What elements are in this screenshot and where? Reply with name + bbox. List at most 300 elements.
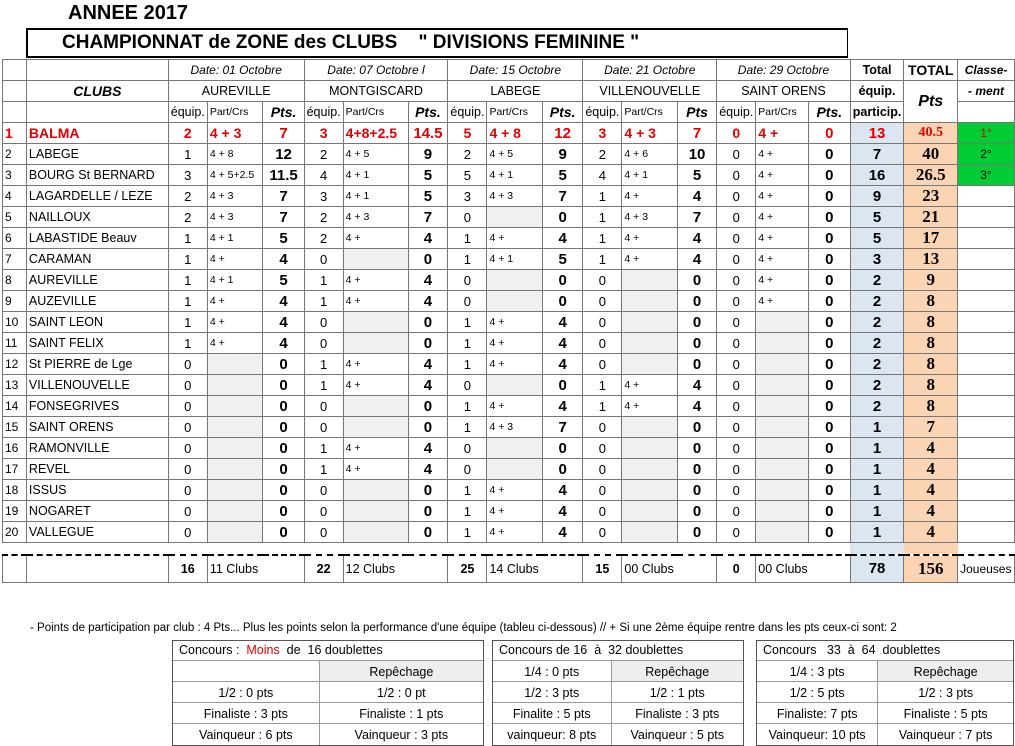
stage-points: 0 (808, 270, 850, 291)
stage-points: 4 (677, 396, 716, 417)
spacer-cell (958, 543, 1015, 555)
equip-col: équip. (717, 102, 756, 123)
rank-cell: 2 (3, 144, 27, 165)
stage-points: 4 (542, 312, 582, 333)
stage-points: 0 (677, 438, 716, 459)
stage-points: 0 (542, 291, 582, 312)
stage-equip-total: 25 (448, 555, 487, 583)
classement-cell (958, 354, 1015, 375)
part-crs: 4+8+2.5 (343, 123, 408, 144)
points-total: 23 (904, 186, 958, 207)
points-total: 8 (904, 291, 958, 312)
club-name: AUREVILLE (26, 270, 168, 291)
equip-count: 0 (448, 207, 487, 228)
points-total: 8 (904, 312, 958, 333)
points-total: 4 (904, 480, 958, 501)
rank-cell: 11 (3, 333, 27, 354)
stage-equip-total: 16 (168, 555, 207, 583)
rank-cell: 19 (3, 501, 27, 522)
part-crs: 4 + (756, 144, 809, 165)
part-crs: 4 + 1 (622, 165, 678, 186)
part-crs (487, 438, 543, 459)
spacer-cell (3, 543, 27, 555)
stage-points: 0 (677, 312, 716, 333)
part-crs (343, 249, 408, 270)
scoring-cell: Finaliste : 5 pts (877, 703, 1013, 724)
stage-points: 5 (677, 165, 716, 186)
spacer-cell (487, 543, 543, 555)
stage-clubs-count: 12 Clubs (343, 555, 448, 583)
stage-points: 5 (408, 165, 448, 186)
equip-col: équip. (583, 102, 622, 123)
equip-count: 0 (717, 480, 756, 501)
part-crs: 4 + 1 (487, 249, 543, 270)
pts-col: Pts. (542, 102, 582, 123)
stage-points: 0 (808, 207, 850, 228)
stage-date: Date: 29 Octobre (717, 60, 851, 81)
equip-count: 2 (448, 144, 487, 165)
equip-col: équip. (448, 102, 487, 123)
stage-points: 4 (542, 480, 582, 501)
part-crs: 4 + (622, 186, 678, 207)
stage-points: 0 (408, 501, 448, 522)
equip-count: 5 (448, 123, 487, 144)
equip-count: 0 (304, 417, 343, 438)
stage-date: Date: 07 Octobre l (304, 60, 448, 81)
table-row (3, 186, 1015, 207)
stage-points: 4 (542, 228, 582, 249)
part-crs (622, 438, 678, 459)
stage-points: 4 (542, 333, 582, 354)
part-crs (207, 480, 263, 501)
part-crs: 4 + (756, 186, 809, 207)
classement-cell (958, 438, 1015, 459)
classement-cell (958, 249, 1015, 270)
equip-total: 2 (850, 375, 904, 396)
scoring-cell: Vainqueur: 10 pts (768, 727, 866, 742)
part-crs: 4 + (487, 228, 543, 249)
part-crs: 4 + (343, 270, 408, 291)
table-row (3, 270, 1015, 291)
scoring-cell: vainqueur: 8 pts (507, 727, 597, 742)
scoring-row (757, 702, 1013, 724)
stage-points: 0 (263, 438, 304, 459)
club-name: SAINT FELIX (26, 333, 168, 354)
part-crs (756, 375, 809, 396)
stage-points: 0 (263, 522, 304, 543)
stage-points: 4 (408, 228, 448, 249)
club-name: VALLEGUE (26, 522, 168, 543)
part-crs: 4 + 5+2.5 (207, 165, 263, 186)
equip-count: 1 (448, 417, 487, 438)
pts-total-header: Pts (904, 81, 958, 123)
scoring-cell: Finaliste : 1 pts (319, 703, 483, 724)
stage-equip-total: 22 (304, 555, 343, 583)
scoring-cell: Vainqueur : 3 pts (319, 724, 483, 745)
part-crs: 4 + (343, 228, 408, 249)
equip-header: équip. (850, 81, 904, 102)
equip-count: 4 (583, 165, 622, 186)
stage-points: 0 (808, 522, 850, 543)
stage-points: 0 (263, 417, 304, 438)
part-crs (622, 459, 678, 480)
stage-clubs-count: 11 Clubs (207, 555, 304, 583)
equip-count: 0 (168, 480, 207, 501)
total2-header: TOTAL (904, 60, 958, 81)
equip-total: 1 (850, 522, 904, 543)
table-row (3, 459, 1015, 480)
table-row (3, 144, 1015, 165)
equip-count: 0 (717, 270, 756, 291)
stage-equip-total: 0 (717, 555, 756, 583)
club-name: BALMA (26, 123, 168, 144)
equip-total: 5 (850, 228, 904, 249)
stage-points: 4 (408, 375, 448, 396)
points-total: 8 (904, 354, 958, 375)
equip-count: 0 (304, 312, 343, 333)
equip-count: 0 (448, 459, 487, 480)
part-crs: 4 + 1 (487, 165, 543, 186)
rank-cell: 9 (3, 291, 27, 312)
stage-points: 10 (677, 144, 716, 165)
stage-place: MONTGISCARD (304, 81, 448, 102)
stage-points: 4 (408, 459, 448, 480)
stage-date: Date: 15 Octobre (448, 60, 583, 81)
stage-points: 5 (263, 228, 304, 249)
scoring-cell: Vainqueur : 5 pts (611, 724, 744, 745)
part-crs (622, 417, 678, 438)
part-crs (756, 354, 809, 375)
equip-total: 2 (850, 396, 904, 417)
part-crs: 4 + (756, 165, 809, 186)
club-name: LABEGE (26, 144, 168, 165)
scoring-title-text: Concours : (179, 643, 247, 657)
scoring-cell: Repêchage (611, 661, 744, 682)
rank-cell: 15 (3, 417, 27, 438)
spacer-cell (717, 543, 756, 555)
stage-points: 4 (542, 501, 582, 522)
stage-points: 4 (263, 291, 304, 312)
stage-points: 9 (542, 144, 582, 165)
equip-count: 1 (583, 375, 622, 396)
table-row (3, 228, 1015, 249)
spacer-cell (756, 543, 809, 555)
stage-clubs-count: 14 Clubs (487, 555, 583, 583)
part-crs (207, 375, 263, 396)
equip-count: 0 (717, 291, 756, 312)
equip-count: 0 (168, 522, 207, 543)
equip-count: 2 (583, 144, 622, 165)
equip-count: 0 (304, 396, 343, 417)
equip-count: 0 (717, 333, 756, 354)
equip-count: 1 (448, 522, 487, 543)
equip-count: 0 (717, 312, 756, 333)
stage-equip-total: 15 (583, 555, 622, 583)
equip-total: 1 (850, 501, 904, 522)
part-crs: 4 + 3 (207, 186, 263, 207)
spacer-row (3, 543, 1015, 555)
stage-points: 0 (408, 396, 448, 417)
scoring-row (757, 660, 1013, 682)
scoring-cell: 1/2 : 1 pts (611, 682, 744, 703)
stage-points: 0 (808, 354, 850, 375)
points-total: 26.5 (904, 165, 958, 186)
joueuses-label: Joueuses (958, 555, 1015, 583)
stage-points: 0 (542, 270, 582, 291)
table-row (3, 249, 1015, 270)
stage-place: VILLENOUVELLE (583, 81, 717, 102)
part-crs: 4 + 6 (622, 144, 678, 165)
part-crs (622, 501, 678, 522)
part-crs (622, 333, 678, 354)
equip-count: 1 (448, 312, 487, 333)
part-crs (487, 459, 543, 480)
part-crs: 4 + 1 (207, 228, 263, 249)
equip-count: 1 (168, 144, 207, 165)
stage-points: 12 (263, 144, 304, 165)
part-crs: 4 + 1 (343, 186, 408, 207)
stage-points: 0 (808, 312, 850, 333)
equip-count: 0 (304, 501, 343, 522)
scoring-title (499, 643, 683, 657)
equip-count: 0 (717, 186, 756, 207)
page-year: ANNEE 2017 (68, 2, 189, 24)
stage-points: 4 (263, 312, 304, 333)
total-header: Total (850, 60, 904, 81)
equip-count: 1 (448, 333, 487, 354)
scoring-cell (173, 661, 319, 682)
equip-count: 0 (448, 438, 487, 459)
equip-total: 2 (850, 333, 904, 354)
equip-total: 2 (850, 312, 904, 333)
equip-count: 0 (717, 417, 756, 438)
points-total: 40 (904, 144, 958, 165)
club-name: BOURG St BERNARD (26, 165, 168, 186)
points-total: 13 (904, 249, 958, 270)
equip-total: 5 (850, 207, 904, 228)
equip-count: 0 (717, 165, 756, 186)
stage-points: 9 (408, 144, 448, 165)
scoring-cell: 1/2 : 0 pts (218, 685, 274, 700)
club-name: LAGARDELLE / LEZE (26, 186, 168, 207)
part-crs: 4 + (622, 249, 678, 270)
part-crs: 4 + (487, 396, 543, 417)
table-row (3, 165, 1015, 186)
equip-col: équip. (304, 102, 343, 123)
part-crs: 4 + (207, 291, 263, 312)
scoring-cell: Vainqueur : 7 pts (877, 724, 1013, 745)
scoring-title-text: Concours de 16 à 32 doublettes (499, 643, 684, 657)
part-crs (487, 375, 543, 396)
part-crs (622, 291, 678, 312)
club-name: AUZEVILLE (26, 291, 168, 312)
equip-count: 0 (168, 375, 207, 396)
part-crs (343, 501, 408, 522)
equip-count: 2 (304, 207, 343, 228)
equip-total: 7 (850, 144, 904, 165)
stage-points: 0 (677, 522, 716, 543)
equip-count: 1 (168, 228, 207, 249)
scoring-row (493, 702, 743, 724)
equip-count: 2 (304, 228, 343, 249)
rank-cell: 13 (3, 375, 27, 396)
stage-points: 5 (542, 249, 582, 270)
points-total: 4 (904, 522, 958, 543)
equip-total: 1 (850, 438, 904, 459)
partcrs-col: Part/Crs (207, 102, 263, 123)
part-crs (207, 396, 263, 417)
stage-date: Date: 21 Octobre (583, 60, 717, 81)
scoring-cell: 1/2 : 3 pts (524, 685, 580, 700)
equip-total: 1 (850, 480, 904, 501)
stage-place: LABEGE (448, 81, 583, 102)
equip-count: 1 (448, 501, 487, 522)
scoring-title-highlight: Moins (246, 643, 280, 657)
table-row (3, 480, 1015, 501)
part-crs: 4 + (343, 375, 408, 396)
spacer-cell (677, 543, 716, 555)
equip-count: 0 (583, 333, 622, 354)
stage-points: 0 (408, 312, 448, 333)
table-row (3, 375, 1015, 396)
scoring-box (172, 640, 484, 746)
stage-points: 0 (677, 354, 716, 375)
stage-points: 0 (542, 438, 582, 459)
part-crs (343, 522, 408, 543)
stage-points: 0 (263, 501, 304, 522)
particip-header: particip. (850, 102, 904, 123)
rank-cell: 8 (3, 270, 27, 291)
classement-cell (958, 522, 1015, 543)
equip-count: 1 (448, 228, 487, 249)
part-crs: 4 + (756, 207, 809, 228)
equip-count: 0 (168, 396, 207, 417)
standings-table (2, 59, 1015, 583)
part-crs (622, 312, 678, 333)
totals-row (3, 555, 1015, 583)
stage-points: 7 (263, 186, 304, 207)
part-crs: 4 + 5 (343, 144, 408, 165)
stage-points: 7 (542, 186, 582, 207)
equip-count: 0 (304, 249, 343, 270)
equip-count: 0 (717, 375, 756, 396)
classement-cell: 2° (958, 144, 1015, 165)
part-crs (207, 417, 263, 438)
equip-count: 0 (717, 459, 756, 480)
stage-points: 0 (808, 186, 850, 207)
stage-points: 0 (263, 375, 304, 396)
equip-count: 0 (448, 270, 487, 291)
part-crs: 4 + (207, 249, 263, 270)
scoring-cell: Repêchage (319, 661, 483, 682)
stage-points: 0 (808, 144, 850, 165)
part-crs (207, 501, 263, 522)
equip-count: 3 (304, 186, 343, 207)
stage-points: 0 (808, 249, 850, 270)
part-crs (487, 270, 543, 291)
stage-points: 4 (677, 186, 716, 207)
scoring-cell: Vainqueur : 6 pts (199, 727, 293, 742)
table-row (3, 333, 1015, 354)
scoring-cell: 1/2 : 3 pts (877, 682, 1013, 703)
points-total: 8 (904, 396, 958, 417)
club-name: FONSEGRIVES (26, 396, 168, 417)
spacer-cell (408, 543, 448, 555)
scoring-cell: Finaliste : 3 pts (203, 706, 288, 721)
equip-count: 0 (168, 501, 207, 522)
points-total: 40.5 (904, 123, 958, 144)
stage-points: 0 (677, 459, 716, 480)
table-row (3, 207, 1015, 228)
part-crs: 4 + (487, 501, 543, 522)
pts-col: Pts (677, 102, 716, 123)
equip-total: 1 (850, 459, 904, 480)
part-crs: 4 + (756, 249, 809, 270)
stage-points: 4 (542, 354, 582, 375)
points-total: 4 (904, 501, 958, 522)
rank-cell: 17 (3, 459, 27, 480)
stage-points: 7 (677, 123, 716, 144)
stage-points: 5 (542, 165, 582, 186)
classement-cell (958, 417, 1015, 438)
scoring-box (492, 640, 744, 746)
part-crs: 4 + (756, 228, 809, 249)
stage-points: 4 (408, 354, 448, 375)
equip-count: 0 (583, 354, 622, 375)
part-crs: 4 + 5 (487, 144, 543, 165)
stage-points: 0 (808, 333, 850, 354)
equip-count: 1 (304, 291, 343, 312)
part-crs: 4 + 1 (207, 270, 263, 291)
stage-points: 0 (263, 480, 304, 501)
pts-col: Pts. (808, 102, 850, 123)
equip-count: 1 (448, 480, 487, 501)
stage-points: 0 (542, 375, 582, 396)
stage-points: 0 (542, 207, 582, 228)
equip-count: 0 (168, 417, 207, 438)
scoring-row (173, 681, 483, 703)
page-title: CHAMPIONNAT de ZONE des CLUBS " DIVISIONS FEMININE " (26, 28, 848, 58)
stage-place: AUREVILLE (168, 81, 304, 102)
rank-cell: 14 (3, 396, 27, 417)
equip-count: 1 (304, 270, 343, 291)
equip-count: 0 (583, 501, 622, 522)
rank-cell: 10 (3, 312, 27, 333)
equip-count: 0 (717, 501, 756, 522)
scoring-title-text: Concours 33 à 64 doublettes (763, 643, 941, 657)
classement-cell (958, 312, 1015, 333)
classement-header: Classe- (958, 60, 1015, 81)
part-crs (343, 480, 408, 501)
part-crs: 4 + 8 (207, 144, 263, 165)
equip-count: 0 (583, 270, 622, 291)
equip-count: 1 (583, 249, 622, 270)
part-crs: 4 + (756, 270, 809, 291)
classement-cell (958, 375, 1015, 396)
classement-cell (958, 396, 1015, 417)
table-row (3, 438, 1015, 459)
classement-cell (958, 291, 1015, 312)
club-name: NOGARET (26, 501, 168, 522)
scoring-row (757, 681, 1013, 703)
stage-points: 4 (542, 522, 582, 543)
spacer-cell (26, 543, 168, 555)
classement-cell: 3° (958, 165, 1015, 186)
scoring-title (763, 643, 940, 657)
equip-count: 0 (448, 375, 487, 396)
part-crs: 4 + (622, 396, 678, 417)
equip-count: 0 (583, 291, 622, 312)
